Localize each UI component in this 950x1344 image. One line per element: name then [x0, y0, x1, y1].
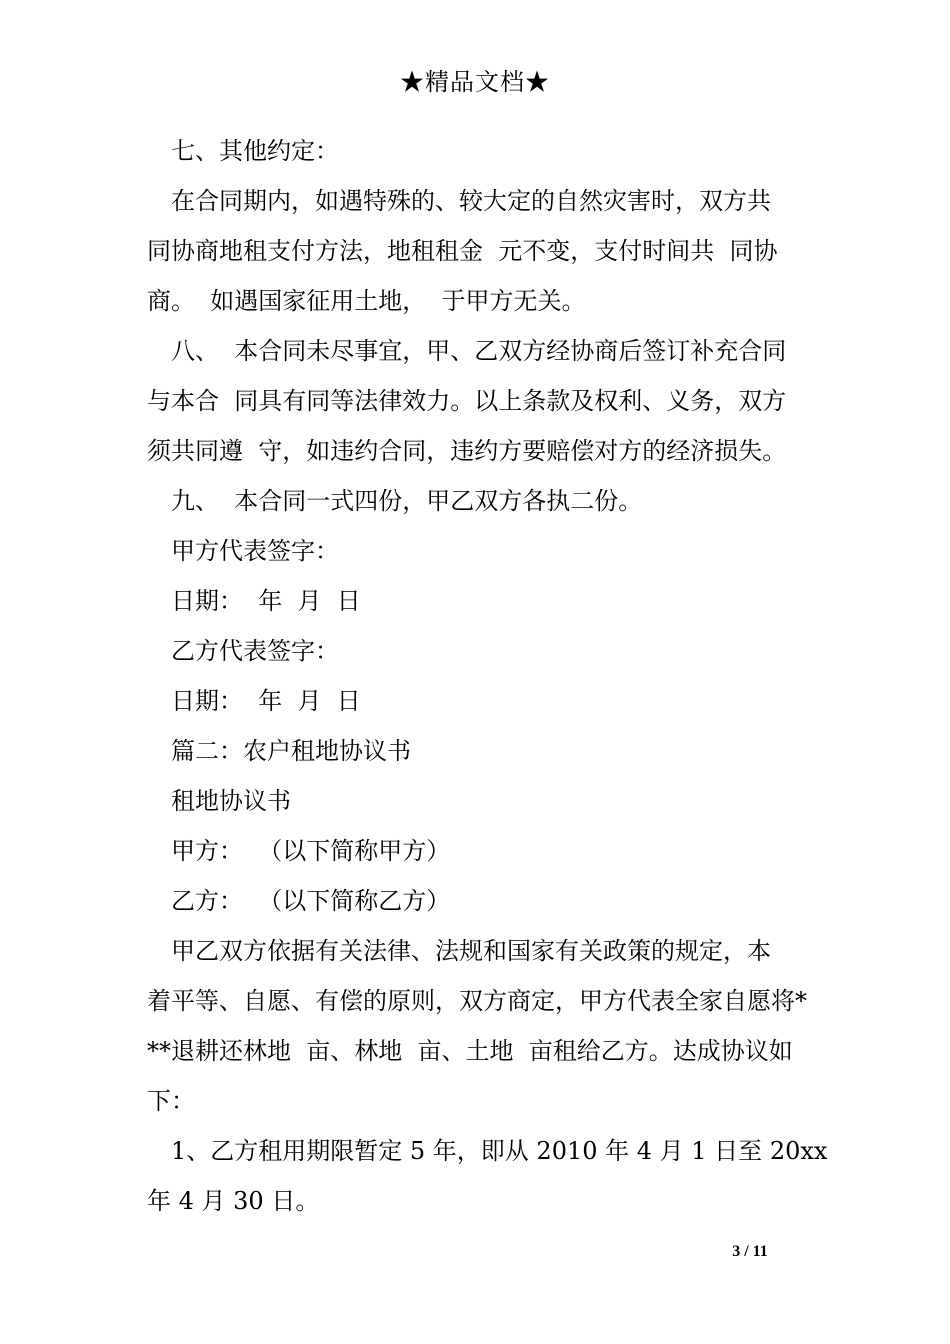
text-line: 篇二：农户租地协议书 [171, 737, 411, 765]
text-line: 商。 如遇国家征用土地， 于甲方无关。 [147, 287, 586, 315]
text-line: 1、乙方租用期限暂定 5 年，即从 2010 年 4 月 1 日至 20xx [171, 1137, 828, 1165]
text-line: 在合同期内，如遇特殊的、较大定的自然灾害时，双方共 [171, 187, 771, 215]
text-line: 着平等、自愿、有偿的原则，双方商定，甲方代表全家自愿将* [147, 987, 807, 1015]
text-line: 日期： 年 月 日 [171, 687, 361, 715]
page-number: 3 / 11 [732, 1243, 768, 1260]
text-line: **退耕还林地 亩、林地 亩、土地 亩租给乙方。达成协议如 [147, 1037, 793, 1065]
text-line: 乙方： （以下简称乙方） [171, 887, 451, 915]
text-line: 甲方代表签字： [171, 537, 339, 565]
text-line: 甲方： （以下简称甲方） [171, 837, 451, 865]
text-line: 日期： 年 月 日 [171, 587, 361, 615]
text-line: 年 4 月 30 日。 [147, 1187, 320, 1215]
text-line: 下： [147, 1087, 195, 1115]
text-line: 七、其他约定： [171, 137, 339, 165]
text-line: 九、 本合同一式四份，甲乙双方各执二份。 [171, 487, 643, 515]
document-body [147, 126, 828, 1226]
text-line: 同协商地租支付方法，地租租金 元不变，支付时间共 同协 [147, 237, 778, 265]
page-header-title: ★精品文档★ [400, 68, 550, 96]
text-line: 须共同遵 守，如违约合同，违约方要赔偿对方的经济损失。 [147, 437, 787, 465]
text-line: 乙方代表签字： [171, 637, 339, 665]
text-line: 租地协议书 [171, 787, 291, 815]
text-line: 甲乙双方依据有关法律、法规和国家有关政策的规定，本 [171, 937, 771, 965]
text-line: 与本合 同具有同等法律效力。以上条款及权利、义务，双方 [147, 387, 787, 415]
text-line: 八、 本合同未尽事宜，甲、乙双方经协商后签订补充合同 [171, 337, 787, 365]
